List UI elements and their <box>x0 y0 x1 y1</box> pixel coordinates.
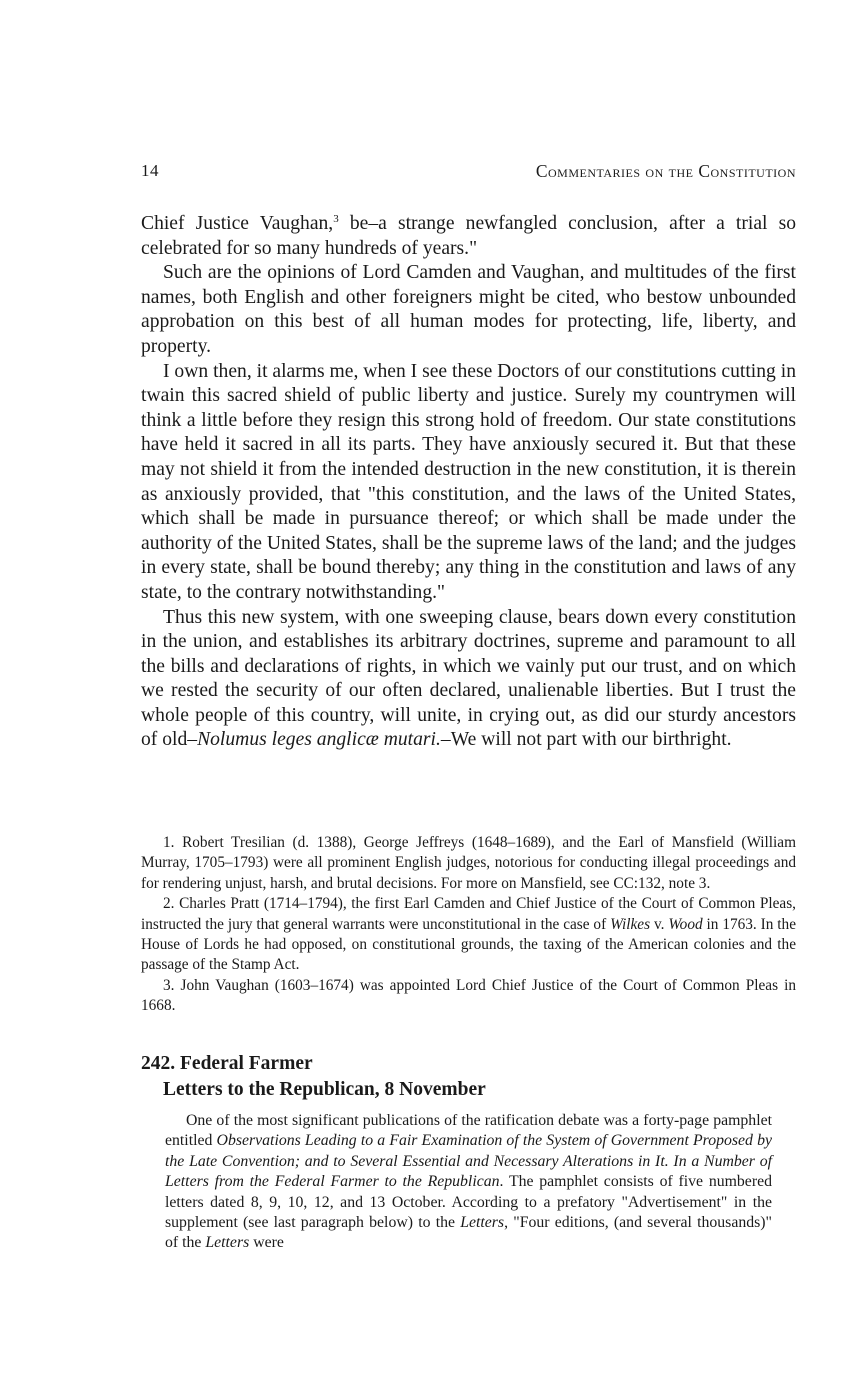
footnote-ref-3: 3 <box>333 213 339 225</box>
footnote-2: 2. Charles Pratt (1714–1794), the first Earl Camden and Chief Justice of the Court of Common Pleas, instructed the jury that general warrants were unconstitutional in the case of Wilkes v. Wood in 1763. In the House of Lords he had opposed, on constitutional grounds, the taxing of the American colonies and the passage of the Stamp Act. <box>141 895 796 974</box>
main-text <box>141 212 796 753</box>
paragraph-4: Thus this new system, with one sweeping clause, bears down every constitution in the union, and establishes its arbitrary doctrines, supreme and paramount to all the bills and declarations of rights, in which we vainly put our trust, and on which we rested the security of our often declared, unalienable liberties. But I trust the whole people of this country, will unite, in crying out, as did our sturdy ancestors of old–Nolumus leges anglicæ mutari.–We will not part with our birthright. <box>141 606 796 751</box>
pamphlet-title: Observations Leading to a Fair Examination of the System of Government Proposed by the Late Convention; and to Several Essential and Necessary Alterations in It. In a Number of Letters from the Federal Farmer to the Republican <box>165 1132 773 1191</box>
section-heading <box>141 1051 796 1103</box>
paragraph-3: I own then, it alarms me, when I see these Doctors of our constitutions cutting in twain this sacred shield of public liberty and justice. Surely my countrymen will think a little before they resign this strong hold of freedom. Our state constitutions have held it sacred in all its parts. They have anxiously secured it. But that these may not shield it from the intended destruction in the new constitution, it is therein as anxiously provided, that "this constitution, and the laws of the United States, which shall be made in pursuance thereof; or which shall be made under the authority of the United States, shall be the supreme laws of the land; and the judges in every state, shall be bound thereby; any thing in the constitution and laws of any state, to the contrary notwithstanding." <box>141 360 796 603</box>
headnote-paragraph: One of the most significant publications of the ratification debate was a forty-page pamphlet entitled Observations Leading to a Fair Examination of the System of Government Proposed by the Late Convention; and to Several Essential and Necessary Alterations in It. In a Number of Letters from the Federal Farmer to the Republican. The pamphlet consists of five numbered letters dated 8, 9, 10, 12, and 13 October. According to a prefatory "Advertisement" in the supplement (see last paragraph below) to the Letters, "Four editions, (and several thousands)" of the Letters were <box>165 1112 773 1252</box>
footnote-3: 3. John Vaughan (1603–1674) was appointed Lord Chief Justice of the Court of Common Pleas in 1668. <box>141 976 796 1015</box>
paragraph-1: Chief Justice Vaughan,$^3$ be–a strange newfangled conclusion, after a trial so celebrated for so many hundreds of years." <box>141 213 797 259</box>
headnote <box>165 1111 772 1254</box>
section-subtitle: Letters to the Republican, 8 November <box>163 1079 486 1100</box>
paragraph-2: Such are the opinions of Lord Camden and Vaughan, and multitudes of the first names, both English and other foreigners might be cited, who bestow unbounded approbation on this best of all human modes for protecting, life, liberty, and property. <box>141 262 796 357</box>
running-header <box>141 161 796 185</box>
footnotes <box>141 833 796 1017</box>
section-title: 242. Federal Farmer <box>141 1053 313 1074</box>
page-number: 14 <box>141 161 159 180</box>
running-title: Commentaries on the Constitution <box>535 161 796 181</box>
footnote-1: 1. Robert Tresilian (d. 1388), George Jeffreys (1648–1689), and the Earl of Mansfield (William Murray, 1705–1793) were all prominent English judges, notorious for conducting illegal proceedings and for rendering unjust, harsh, and brutal decisions. For more on Mansfield, see CC:132, note 3. <box>141 834 796 892</box>
latin-motto: Nolumus leges anglicæ mutari. <box>197 729 441 751</box>
